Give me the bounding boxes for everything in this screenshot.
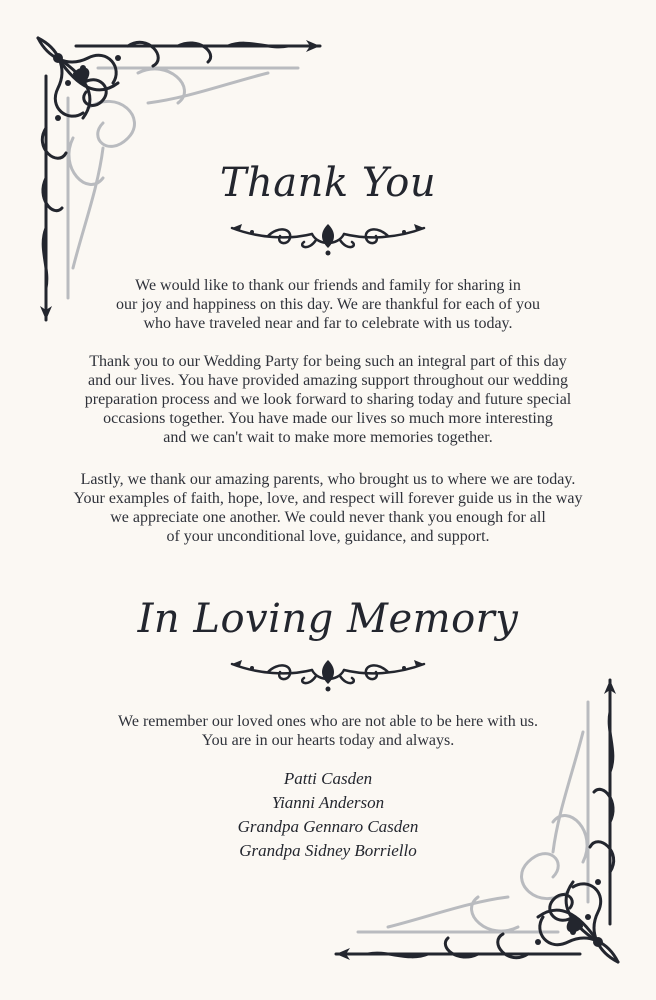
text-line: occasions together. You have made our lives so much more interesting — [103, 410, 553, 427]
text-line: and we can't wait to make more memories together. — [163, 429, 493, 446]
in-loving-memory-title: In Loving Memory — [137, 596, 519, 642]
text-line: You are in our hearts today and always. — [201, 732, 455, 749]
text-line: we appreciate one another. We could never thank you enough for all — [110, 509, 546, 526]
text-line: of your unconditional love, guidance, and support. — [166, 528, 490, 545]
flourish-divider-icon — [228, 654, 428, 694]
thank-you-title: Thank You — [219, 160, 437, 206]
text-line: We remember our loved ones who are not able to be here with us. — [118, 713, 538, 730]
memorial-name: Yianni Anderson — [271, 793, 385, 812]
text-line: our joy and happiness on this day. We are thankful for each of you — [116, 296, 540, 313]
memorial-name: Grandpa Gennaro Casden — [237, 817, 419, 836]
thank-you-paragraph-1 — [40, 276, 616, 333]
memorial-names-list — [0, 767, 656, 863]
thank-you-paragraph-2 — [40, 352, 616, 447]
text-line: Thank you to our Wedding Party for being such an integral part of this day — [89, 353, 567, 370]
memorial-name: Grandpa Sidney Borriello — [239, 841, 417, 860]
thank-you-paragraph-3 — [40, 470, 616, 546]
text-line: and our lives. You have provided amazing support throughout our wedding — [88, 372, 568, 389]
text-line: Lastly, we thank our amazing parents, who brought us to where we are today. — [80, 471, 576, 488]
memorial-name: Patti Casden — [283, 769, 373, 788]
text-line: who have traveled near and far to celebrate with us today. — [143, 315, 513, 332]
text-line: We would like to thank our friends and family for sharing in — [135, 277, 521, 294]
in-memory-paragraph — [40, 712, 616, 750]
flourish-divider-icon — [228, 218, 428, 258]
text-line: preparation process and we look forward to sharing today and future special — [84, 391, 572, 408]
text-line: Your examples of faith, hope, love, and respect will forever guide us in the way — [73, 490, 583, 507]
